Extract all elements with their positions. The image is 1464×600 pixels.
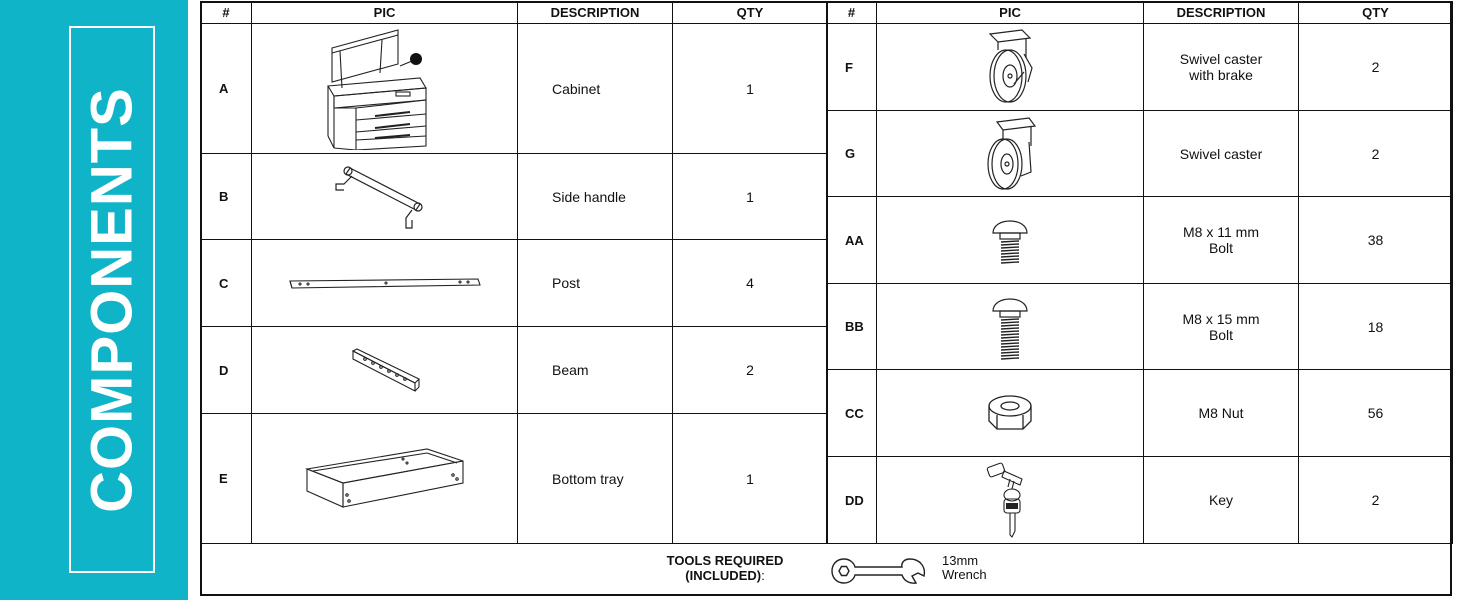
description-line: M8 x 15 mm bbox=[1182, 310, 1260, 327]
part-id: A bbox=[201, 24, 252, 154]
description-line: Swivel caster bbox=[1179, 145, 1263, 162]
part-id: D bbox=[201, 327, 252, 414]
tools-label-line: TOOLS REQUIRED bbox=[666, 553, 784, 568]
description-line: Bolt bbox=[1208, 326, 1234, 343]
description-line: Bolt bbox=[1208, 240, 1234, 256]
header-num: # bbox=[201, 2, 252, 24]
part-id: CC bbox=[827, 370, 877, 457]
part-qty: 1 bbox=[673, 414, 828, 544]
part-description: Beam bbox=[518, 327, 673, 414]
part-qty: 38 bbox=[1299, 197, 1453, 284]
description-line: M8 x 11 mm bbox=[1183, 224, 1259, 240]
part-id: AA bbox=[827, 197, 877, 284]
sidebar bbox=[0, 0, 188, 600]
callout-label: A bbox=[619, 56, 625, 63]
tool-size: 13mm bbox=[942, 553, 979, 568]
part-qty: 1 bbox=[673, 24, 828, 154]
part-id: G bbox=[827, 111, 877, 197]
description-line: with brake bbox=[1189, 67, 1253, 83]
tool-type: Wrench bbox=[942, 567, 987, 582]
description-line: Swivel caster bbox=[1179, 51, 1263, 67]
part-qty: 2 bbox=[1299, 457, 1453, 544]
part-qty: 2 bbox=[1299, 111, 1453, 197]
part-qty: 2 bbox=[673, 327, 828, 414]
part-qty: 56 bbox=[1299, 370, 1453, 457]
tools-label-included: (INCLUDED) bbox=[685, 568, 762, 583]
part-id: F bbox=[827, 24, 877, 111]
part-qty: 18 bbox=[1299, 284, 1453, 370]
header-pic: PIC bbox=[877, 2, 1144, 24]
part-qty: 2 bbox=[1299, 24, 1453, 111]
header-description: DESCRIPTION bbox=[518, 2, 673, 24]
part-description: Side handle bbox=[518, 154, 673, 240]
part-description: Post bbox=[518, 240, 673, 327]
sidebar-title: COMPONENTS bbox=[79, 87, 145, 513]
part-description: Bottom tray bbox=[518, 414, 673, 544]
header-num: # bbox=[827, 2, 877, 24]
tools-label-colon: : bbox=[761, 568, 765, 583]
header-description: DESCRIPTION bbox=[1144, 2, 1299, 24]
header-qty: QTY bbox=[1299, 2, 1453, 24]
description-line: Key bbox=[1208, 492, 1234, 508]
part-id: DD bbox=[827, 457, 877, 544]
part-qty: 4 bbox=[673, 240, 828, 327]
components-frame bbox=[200, 1, 1452, 596]
part-id: B bbox=[201, 154, 252, 240]
header-qty: QTY bbox=[673, 2, 828, 24]
part-id: E bbox=[201, 414, 252, 544]
description-line: M8 Nut bbox=[1198, 405, 1244, 421]
part-id: BB bbox=[827, 284, 877, 370]
part-qty: 1 bbox=[673, 154, 828, 240]
part-id: C bbox=[201, 240, 252, 327]
part-description: Cabinet bbox=[518, 24, 673, 154]
header-pic: PIC bbox=[252, 2, 518, 24]
